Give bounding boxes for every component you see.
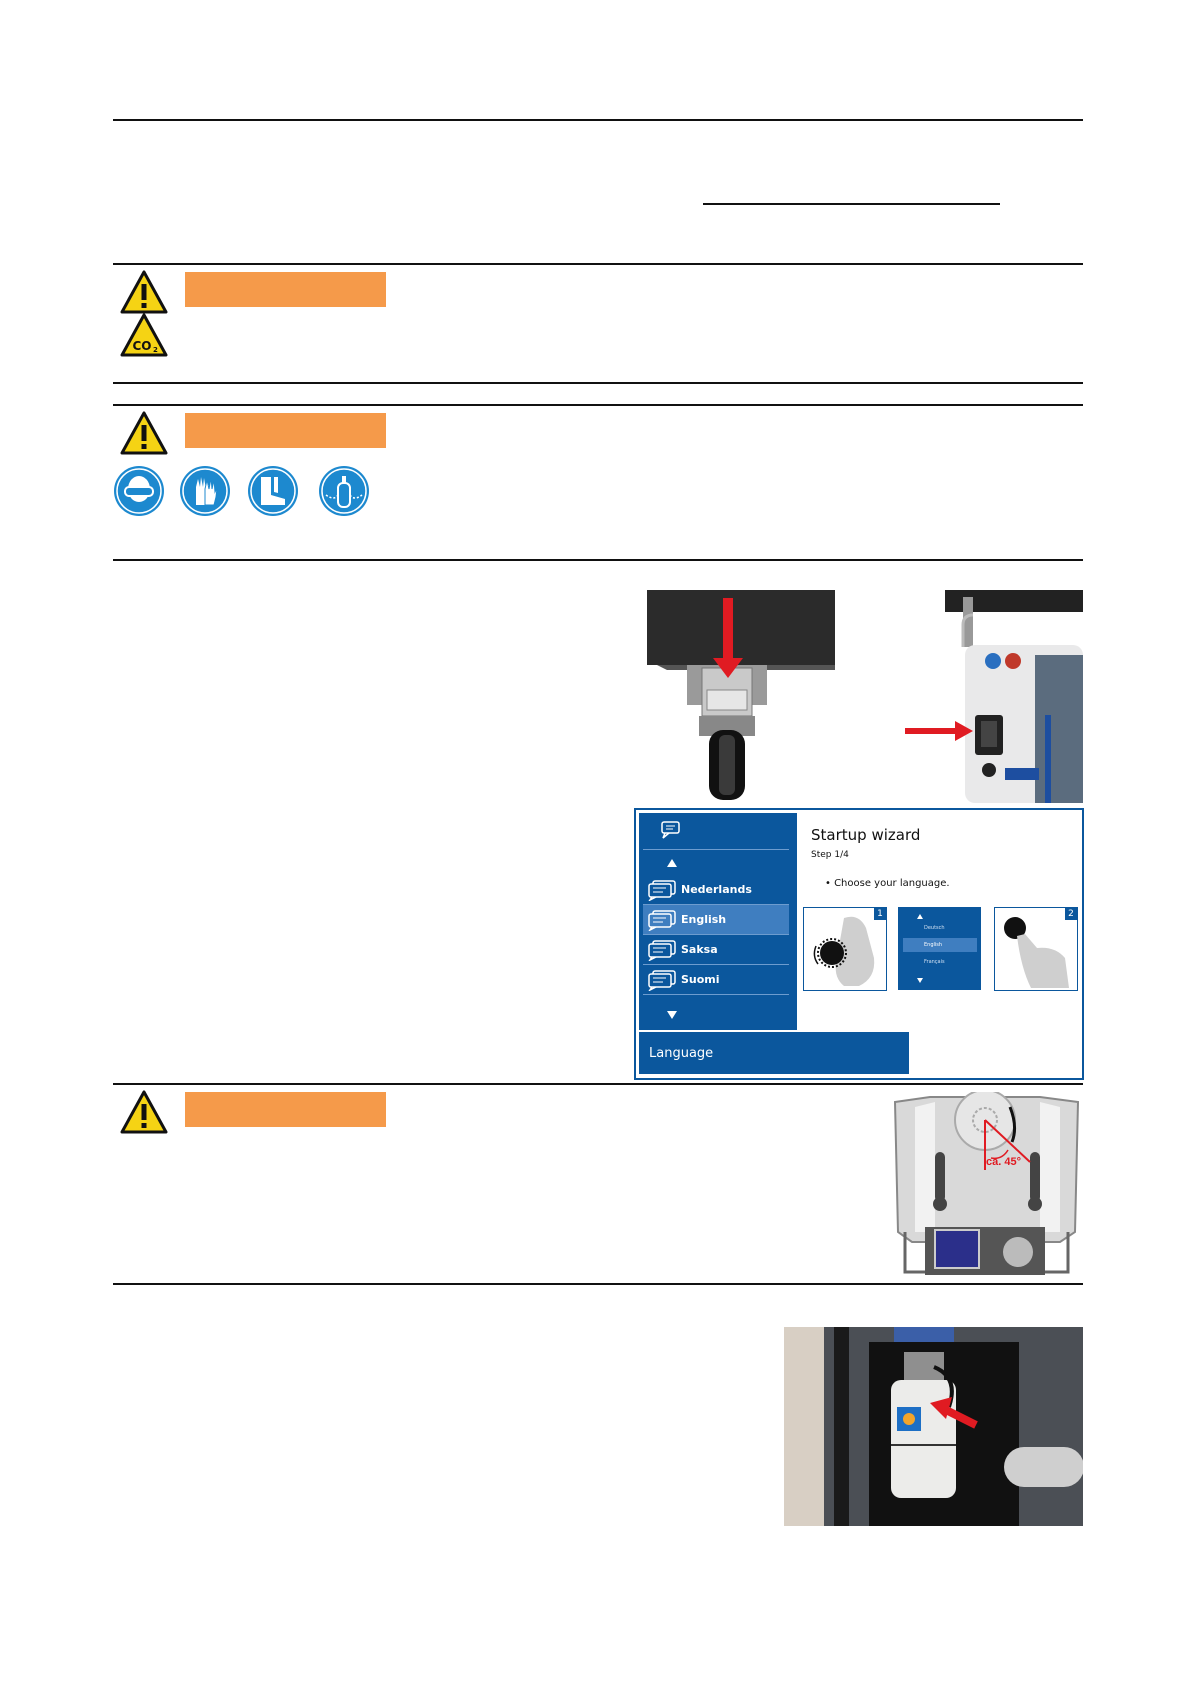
- warning-triangle-icon: [120, 411, 168, 455]
- section-rule-3: [113, 404, 1083, 406]
- caster-brake-photo: [647, 590, 835, 803]
- title-underline: [703, 203, 1000, 205]
- mini-list-item: English: [924, 942, 943, 948]
- safety-goggles-icon: [113, 465, 165, 517]
- press-knob-hint: [994, 907, 1078, 991]
- warning-triangle-icon: [120, 1090, 168, 1134]
- gas-cylinder-icon: [318, 465, 370, 517]
- warning-banner: [185, 1092, 386, 1127]
- tilt-angle-diagram: [890, 1092, 1083, 1277]
- oil-bottle-photo: [784, 1327, 1083, 1526]
- footer-label: Language: [649, 1046, 714, 1061]
- wizard-footer: [639, 1032, 909, 1074]
- section-rule-5: [113, 1083, 1083, 1085]
- speech-bubble-icon: [659, 821, 681, 839]
- wizard-title: Startup wizard: [811, 826, 921, 844]
- section-rule-6: [113, 1283, 1083, 1285]
- svg-text:CO: CO: [132, 339, 152, 353]
- wizard-instruction: • Choose your language.: [825, 878, 950, 889]
- speech-bubble-icon: [647, 969, 677, 991]
- step-badge: 1: [874, 908, 886, 920]
- mini-scroll-down-icon: [917, 978, 923, 983]
- scroll-down-arrow-icon[interactable]: [667, 1011, 677, 1019]
- rotate-knob-hint: [803, 907, 887, 991]
- mini-list-item: Deutsch: [924, 925, 945, 931]
- startup-wizard-screen: [634, 808, 1084, 1080]
- mini-language-list: [898, 907, 981, 990]
- step-badge: 2: [1065, 908, 1077, 920]
- language-label: Saksa: [681, 943, 718, 956]
- language-label: English: [681, 913, 727, 926]
- top-rule: [113, 119, 1083, 121]
- warning-banner: [185, 413, 386, 448]
- language-item[interactable]: [643, 875, 789, 905]
- language-label: Suomi: [681, 973, 720, 986]
- language-list-panel: [639, 813, 797, 1030]
- warning-banner: [185, 272, 386, 307]
- mini-scroll-up-icon: [917, 914, 923, 919]
- svg-text:2: 2: [153, 346, 158, 354]
- speech-bubble-icon: [647, 939, 677, 961]
- section-rule-4: [113, 559, 1083, 561]
- safety-boots-icon: [247, 465, 299, 517]
- wizard-step: Step 1/4: [811, 850, 849, 860]
- scroll-up-arrow-icon[interactable]: [667, 859, 677, 867]
- warning-triangle-icon: [120, 270, 168, 314]
- language-item[interactable]: [643, 965, 789, 995]
- section-rule-1: [113, 263, 1083, 265]
- speech-bubble-icon: [647, 909, 677, 931]
- mini-list-item: Français: [924, 959, 945, 965]
- power-switch-photo: [905, 585, 1083, 803]
- co2-warning-icon: [120, 313, 168, 357]
- section-rule-2: [113, 382, 1083, 384]
- language-item[interactable]: [643, 935, 789, 965]
- speech-bubble-icon: [647, 879, 677, 901]
- protective-gloves-icon: [179, 465, 231, 517]
- list-divider: [643, 849, 789, 850]
- language-item-selected[interactable]: [643, 905, 789, 935]
- language-label: Nederlands: [681, 883, 752, 896]
- angle-label: ca. 45°: [986, 1156, 1021, 1168]
